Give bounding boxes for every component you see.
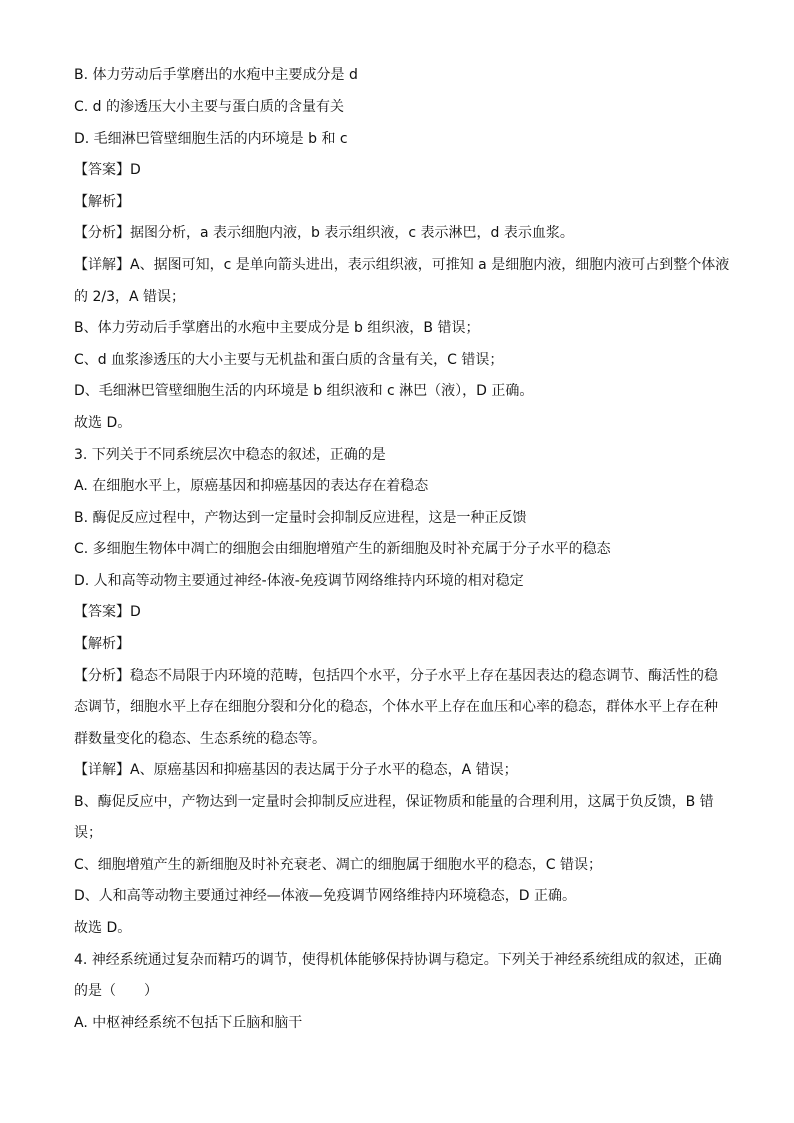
text-line: C. d 的渗透压大小主要与蛋白质的含量有关 [74, 99, 345, 115]
text-line: C、d 血浆渗透压的大小主要与无机盐和蛋白质的含量有关，C 错误； [74, 352, 504, 368]
text-line: 态调节，细胞水平上存在细胞分裂和分化的稳态，个体水平上存在血压和心率的稳态，群体水平上存在种 [74, 699, 718, 715]
text-line: 误； [74, 825, 102, 841]
text-line: 【答案】D [74, 604, 141, 620]
text-line: 的是（ ） [74, 983, 158, 999]
text-line: 【分析】据图分析，a 表示细胞内液，b 表示组织液，c 表示淋巴，d 表示血浆。 [74, 225, 574, 241]
text-line: B、体力劳动后手掌磨出的水疱中主要成分是 b 组织液，B 错误； [74, 320, 480, 336]
text-line: B. 体力劳动后手掌磨出的水疱中主要成分是 d [74, 67, 358, 83]
text-line: D. 人和高等动物主要通过神经-体液-免疫调节网络维持内环境的相对稳定 [74, 573, 524, 589]
text-line: A. 在细胞水平上，原癌基因和抑癌基因的表达存在着稳态 [74, 478, 429, 494]
text-line: 的 2/3，A 错误； [74, 289, 186, 305]
text-line: 【解析】 [74, 194, 130, 210]
text-line: 群数量变化的稳态、生态系统的稳态等。 [74, 731, 326, 747]
text-line: 4. 神经系统通过复杂而精巧的调节，使得机体能够保持协调与稳定。下列关于神经系统组成的叙述，正确 [74, 952, 722, 968]
text-line: 【答案】D [74, 162, 141, 178]
text-line: B、酶促反应中，产物达到一定量时会抑制反应进程，保证物质和能量的合理利用，这属于负反馈，B 错 [74, 794, 714, 810]
text-line: 3. 下列关于不同系统层次中稳态的叙述，正确的是 [74, 447, 386, 463]
text-line: B. 酶促反应过程中，产物达到一定量时会抑制反应进程，这是一种正反馈 [74, 510, 527, 526]
text-line: A. 中枢神经系统不包括下丘脑和脑干 [74, 1015, 303, 1031]
text-line: 【分析】稳态不局限于内环境的范畴，包括四个水平，分子水平上存在基因表达的稳态调节、酶活性的稳 [74, 668, 718, 684]
text-line: D. 毛细淋巴管壁细胞生活的内环境是 b 和 c [74, 131, 348, 147]
text-line: C. 多细胞生物体中凋亡的细胞会由细胞增殖产生的新细胞及时补充属于分子水平的稳态 [74, 541, 611, 557]
text-line: D、毛细淋巴管壁细胞生活的内环境是 b 组织液和 c 淋巴（液），D 正确。 [74, 383, 534, 399]
text-line: C、细胞增殖产生的新细胞及时补充衰老、凋亡的细胞属于细胞水平的稳态，C 错误； [74, 857, 602, 873]
text-line: 故选 D。 [74, 920, 132, 936]
text-line: 【详解】A、据图可知，c 是单向箭头进出，表示组织液，可推知 a 是细胞内液，细胞内液可占到整个体液 [74, 257, 730, 273]
text-line: 【详解】A、原癌基因和抑癌基因的表达属于分子水平的稳态，A 错误； [74, 762, 518, 778]
text-line: 【解析】 [74, 636, 130, 652]
text-line: 故选 D。 [74, 415, 132, 431]
text-line: D、人和高等动物主要通过神经—体液—免疫调节网络维持内环境稳态，D 正确。 [74, 888, 577, 904]
